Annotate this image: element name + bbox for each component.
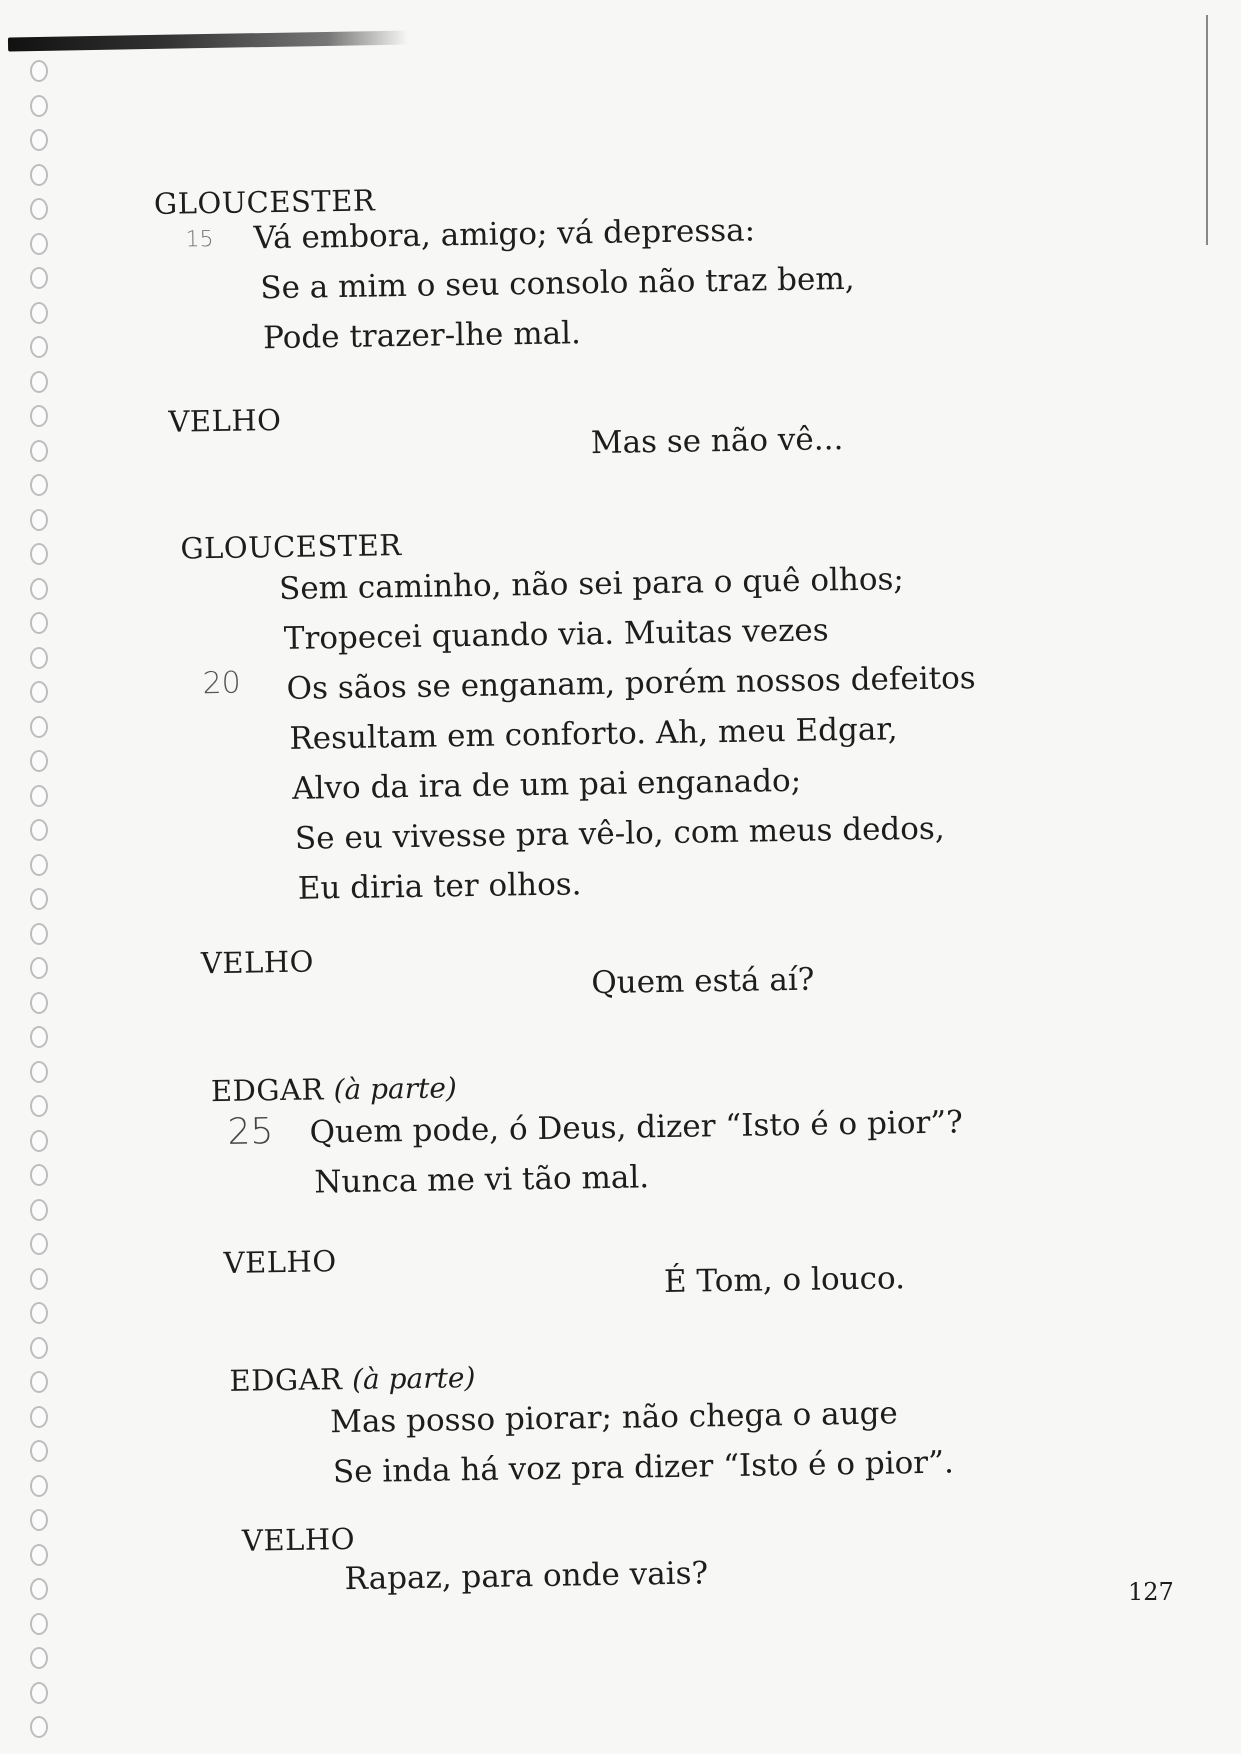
speaker-name: VELHO <box>223 1244 337 1280</box>
speaker-name: GLOUCESTER <box>180 528 402 566</box>
verse-line: Pode trazer-lhe mal. <box>262 315 582 357</box>
verse-line: Alvo da ira de um pai enganado; <box>291 762 802 807</box>
verse-line: É Tom, o louco. <box>663 1260 906 1301</box>
speaker-name: VELHO <box>200 944 315 981</box>
verse-line: Se eu vivesse pra vê-lo, com meus dedos, <box>294 810 945 857</box>
page-number: 127 <box>1128 1578 1174 1606</box>
verse-line: Tropecei quando via. Muitas vezes <box>283 612 829 657</box>
margin-line-number: 15 <box>185 226 214 253</box>
speaker-name: VELHO <box>168 402 282 439</box>
verse-line: Se inda há voz pra dizer “Isto é o pior”. <box>332 1444 955 1491</box>
verse-line: Se a mim o seu consolo não traz bem, <box>260 260 855 307</box>
verse-line: Mas se não vê... <box>590 421 844 462</box>
speaker-name: EDGAR (à parte) <box>210 1071 458 1109</box>
verse-line: Rapaz, para onde vais? <box>344 1555 709 1598</box>
stage-direction: (à parte) <box>351 1361 476 1396</box>
verse-line: Mas posso piorar; não chega o auge <box>329 1395 899 1441</box>
speaker-name: EDGAR (à parte) <box>229 1361 476 1398</box>
margin-line-number: 20 <box>202 665 242 702</box>
stage-direction: (à parte) <box>333 1071 458 1107</box>
verse-line: Resultam em conforto. Ah, meu Edgar, <box>289 711 898 757</box>
verse-line: Sem caminho, não sei para o quê olhos; <box>278 561 905 608</box>
speaker-name: GLOUCESTER <box>153 183 376 221</box>
verse-line: Os sãos se enganam, porém nossos defeitos <box>286 660 976 707</box>
speaker-name: VELHO <box>241 1521 356 1558</box>
verse-line: Eu diria ter olhos. <box>297 866 582 907</box>
verse-line: Nunca me vi tão mal. <box>314 1159 650 1201</box>
margin-line-number: 25 <box>227 1111 274 1153</box>
verse-line: Quem está aí? <box>591 961 815 1002</box>
verse-line: Vá embora, amigo; vá depressa: <box>253 212 756 257</box>
verse-line: Quem pode, ó Deus, dizer “Isto é o pior”? <box>309 1104 964 1151</box>
